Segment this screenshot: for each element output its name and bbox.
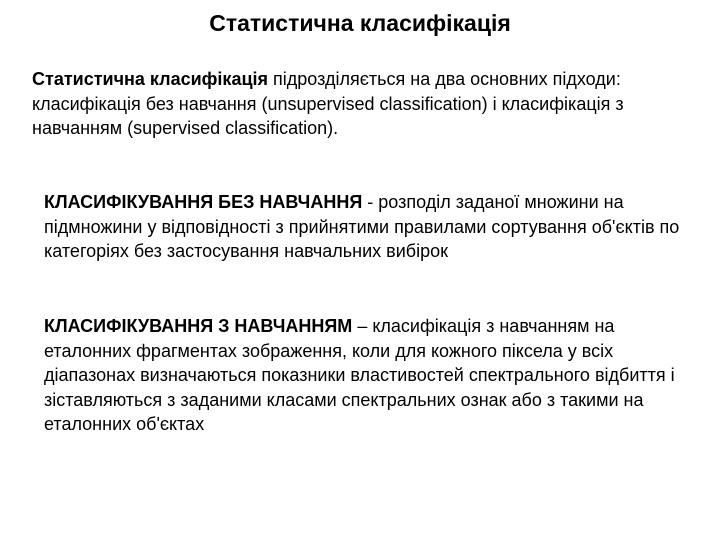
definition-unsupervised-text: - розподіл заданої множини на підмножини у відповідності з прийнятими правилами сортування об'єктів по категоріях без застосування навчальних вибірок xyxy=(44,192,680,261)
definition-unsupervised xyxy=(44,190,694,264)
intro-paragraph xyxy=(32,67,707,141)
definition-supervised-term: КЛАСИФІКУВАННЯ З НАВЧАННЯМ xyxy=(44,316,353,336)
intro-text: підрозділяється на два основних підходи: класифікація без навчання (unsupervised classification) і класифікація з навчанням (supervised classification). xyxy=(32,69,624,138)
definition-unsupervised-term: КЛАСИФІКУВАННЯ БЕЗ НАВЧАННЯ xyxy=(44,192,363,212)
definition-supervised-text: – класифікація з навчанням на еталонних фрагментах зображення, коли для кожного піксела у всіх діапазонах визначаються показники властивостей спектрального відбиття і зіставляються з заданими класами спектральних ознак або з такими на еталонних об'єктах xyxy=(44,316,675,434)
intro-term: Статистична класифікація xyxy=(32,69,269,89)
definition-supervised xyxy=(44,314,694,437)
slide-title: Статистична класифікація xyxy=(209,10,511,36)
